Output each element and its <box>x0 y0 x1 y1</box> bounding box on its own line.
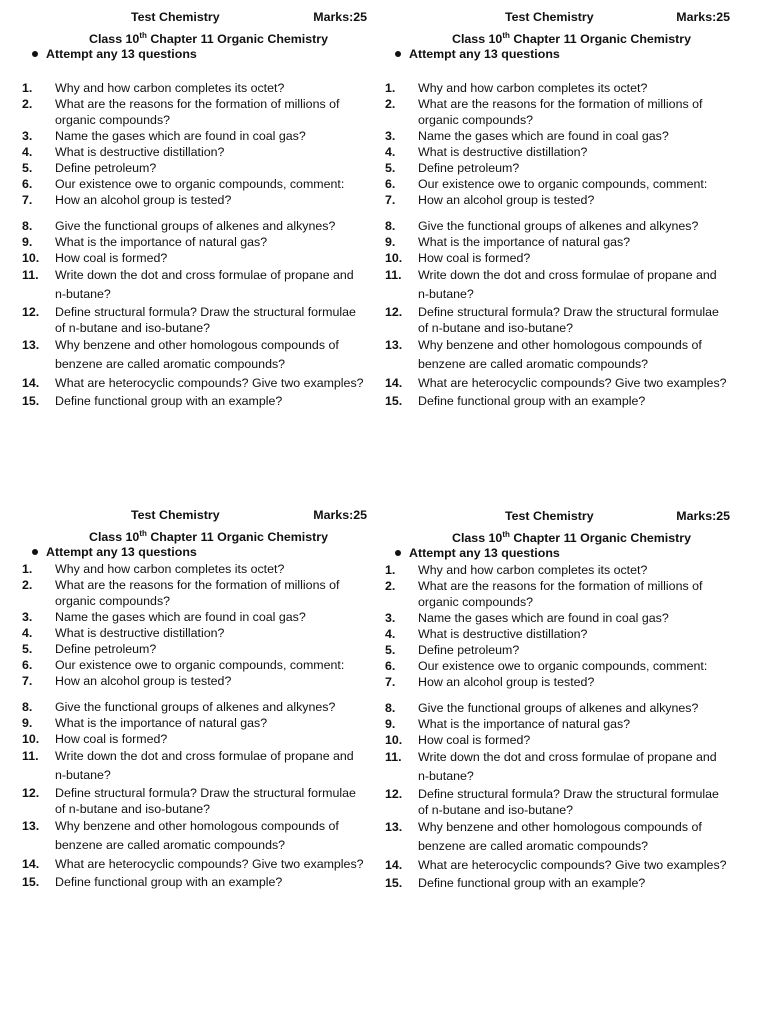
instruction-line <box>385 45 730 63</box>
question-item <box>385 875 730 891</box>
question-number: 15. <box>22 875 40 889</box>
instruction-text: Attempt any 13 questions <box>409 546 560 560</box>
question-number: 4. <box>22 626 33 640</box>
question-number: 10. <box>22 732 40 746</box>
question-item <box>385 610 730 626</box>
question-text: Name the gases which are found in coal gas? <box>55 129 306 143</box>
marks-label: Marks:25 <box>676 509 730 523</box>
class-superscript: th <box>502 530 510 539</box>
question-text: Name the gases which are found in coal gas? <box>418 611 669 625</box>
question-item <box>385 160 730 176</box>
question-text: Our existence owe to organic compounds, comment: <box>55 658 345 672</box>
question-number: 12. <box>385 305 403 319</box>
question-number: 9. <box>385 717 396 731</box>
question-number: 9. <box>22 235 33 249</box>
question-number: 10. <box>22 251 40 265</box>
question-item <box>385 562 730 578</box>
question-number: 6. <box>22 177 33 191</box>
question-item <box>22 609 367 625</box>
question-number: 15. <box>22 394 40 408</box>
question-text: What is the importance of natural gas? <box>55 235 268 249</box>
question-list <box>385 80 730 409</box>
question-item <box>385 658 730 674</box>
test-sheet-top-left <box>22 10 367 409</box>
question-text: What is the importance of natural gas? <box>55 716 268 730</box>
question-text: Our existence owe to organic compounds, comment: <box>418 659 708 673</box>
question-item <box>22 96 367 128</box>
class-chapter-heading <box>22 27 367 45</box>
question-text: Why and how carbon completes its octet? <box>55 81 285 95</box>
test-sheet-bottom-right <box>385 509 730 891</box>
question-text: Give the functional groups of alkenes and alkynes? <box>55 700 336 714</box>
question-number: 8. <box>22 219 33 233</box>
question-text: Why and how carbon completes its octet? <box>55 562 285 576</box>
question-text: Define structural formula? Draw the structural formulae of n-butane and iso-butane? <box>55 305 356 335</box>
question-text: Give the functional groups of alkenes and alkynes? <box>55 219 336 233</box>
question-item <box>22 80 367 96</box>
question-text: Define petroleum? <box>418 161 520 175</box>
question-number: 12. <box>22 786 40 800</box>
question-item <box>385 144 730 160</box>
question-number: 8. <box>22 700 33 714</box>
question-item <box>385 856 730 875</box>
question-item <box>385 96 730 128</box>
question-number: 7. <box>385 675 396 689</box>
question-item <box>385 304 730 336</box>
question-number: 11. <box>385 268 402 282</box>
question-number: 6. <box>22 658 33 672</box>
question-number: 10. <box>385 251 403 265</box>
chapter-title: Chapter 11 Organic Chemistry <box>146 32 328 47</box>
question-text: Why benzene and other homologous compounds of benzene are called aromatic compounds? <box>55 338 339 371</box>
question-text: Why benzene and other homologous compounds of benzene are called aromatic compounds? <box>55 819 339 852</box>
test-title: Test Chemistry <box>131 10 220 24</box>
question-number: 5. <box>22 642 33 656</box>
question-number: 14. <box>22 857 40 871</box>
question-item <box>385 578 730 610</box>
question-text: How an alcohol group is tested? <box>55 193 232 207</box>
question-number: 10. <box>385 733 403 747</box>
question-text: What are heterocyclic compounds? Give two examples? <box>418 376 727 390</box>
question-text: How coal is formed? <box>55 251 168 265</box>
question-text: Why benzene and other homologous compounds of benzene are called aromatic compounds? <box>418 820 702 853</box>
question-number: 4. <box>22 145 33 159</box>
question-item <box>22 144 367 160</box>
question-text: Give the functional groups of alkenes and alkynes? <box>418 701 699 715</box>
question-number: 3. <box>22 610 33 624</box>
instruction-text: Attempt any 13 questions <box>409 47 560 61</box>
question-text: Why and how carbon completes its octet? <box>418 81 648 95</box>
chapter-title: Chapter 11 Organic Chemistry <box>146 530 328 545</box>
question-list <box>22 561 367 890</box>
question-item <box>385 786 730 818</box>
question-text: How coal is formed? <box>55 732 168 746</box>
question-item <box>22 577 367 609</box>
question-item <box>385 642 730 658</box>
bullet-icon <box>32 549 38 555</box>
question-item <box>22 160 367 176</box>
question-number: 3. <box>385 611 396 625</box>
instruction-line <box>22 543 367 561</box>
class-prefix: Class 10 <box>452 32 503 47</box>
question-text: Why and how carbon completes its octet? <box>418 563 648 577</box>
question-text: Our existence owe to organic compounds, comment: <box>418 177 708 191</box>
question-item <box>22 218 367 234</box>
question-text: Define petroleum? <box>55 161 157 175</box>
question-text: What are the reasons for the formation of millions of organic compounds? <box>418 97 703 127</box>
class-superscript: th <box>139 529 147 538</box>
question-item <box>385 234 730 250</box>
question-text: Name the gases which are found in coal gas? <box>418 129 669 143</box>
instruction-line <box>385 544 730 562</box>
class-prefix: Class 10 <box>89 530 140 545</box>
question-number: 7. <box>22 193 33 207</box>
question-number: 4. <box>385 145 396 159</box>
question-text: Why benzene and other homologous compounds of benzene are called aromatic compounds? <box>418 338 702 371</box>
question-item <box>22 874 367 890</box>
question-number: 2. <box>22 578 33 592</box>
question-number: 13. <box>385 338 403 352</box>
question-item <box>22 657 367 673</box>
question-number: 11. <box>22 749 39 763</box>
marks-label: Marks:25 <box>313 508 367 522</box>
question-number: 13. <box>22 819 40 833</box>
question-text: How coal is formed? <box>418 733 531 747</box>
question-item <box>22 561 367 577</box>
question-number: 2. <box>385 579 396 593</box>
sheet-header <box>385 509 730 526</box>
question-item <box>22 192 367 208</box>
instruction-text: Attempt any 13 questions <box>46 47 197 61</box>
question-list <box>385 562 730 891</box>
question-text: Define structural formula? Draw the structural formulae of n-butane and iso-butane? <box>418 305 719 335</box>
question-number: 9. <box>22 716 33 730</box>
question-text: Define functional group with an example? <box>55 875 283 889</box>
question-text: Write down the dot and cross formulae of propane and n-butane? <box>55 749 354 782</box>
question-number: 7. <box>22 674 33 688</box>
question-item <box>22 393 367 409</box>
question-list <box>22 80 367 409</box>
question-text: Define functional group with an example? <box>55 394 283 408</box>
question-number: 15. <box>385 876 403 890</box>
question-item <box>22 336 367 374</box>
question-number: 11. <box>22 268 39 282</box>
question-text: Write down the dot and cross formulae of propane and n-butane? <box>418 268 717 301</box>
question-text: Define petroleum? <box>418 643 520 657</box>
question-item <box>385 732 730 748</box>
test-title: Test Chemistry <box>131 508 220 522</box>
question-item <box>385 818 730 856</box>
question-number: 7. <box>385 193 396 207</box>
question-item <box>385 128 730 144</box>
question-item <box>22 673 367 689</box>
question-text: What are the reasons for the formation of millions of organic compounds? <box>418 579 703 609</box>
question-number: 6. <box>385 659 396 673</box>
bullet-icon <box>395 51 401 57</box>
class-superscript: th <box>139 31 147 40</box>
question-item <box>22 731 367 747</box>
question-text: Define structural formula? Draw the structural formulae of n-butane and iso-butane? <box>418 787 719 817</box>
question-item <box>385 266 730 304</box>
question-item <box>22 699 367 715</box>
question-item <box>22 817 367 855</box>
sheet-header <box>385 10 730 27</box>
question-text: Name the gases which are found in coal gas? <box>55 610 306 624</box>
question-number: 15. <box>385 394 403 408</box>
question-number: 3. <box>385 129 396 143</box>
question-item <box>385 716 730 732</box>
question-number: 1. <box>385 81 396 95</box>
question-item <box>385 748 730 786</box>
question-item <box>385 374 730 393</box>
question-number: 13. <box>22 338 40 352</box>
question-text: Our existence owe to organic compounds, comment: <box>55 177 345 191</box>
question-text: How coal is formed? <box>418 251 531 265</box>
question-item <box>22 266 367 304</box>
question-item <box>22 855 367 874</box>
question-item <box>22 625 367 641</box>
question-item <box>22 641 367 657</box>
question-text: Write down the dot and cross formulae of propane and n-butane? <box>55 268 354 301</box>
question-number: 2. <box>22 97 33 111</box>
question-number: 3. <box>22 129 33 143</box>
question-item <box>22 128 367 144</box>
question-item <box>22 747 367 785</box>
question-item <box>22 234 367 250</box>
marks-label: Marks:25 <box>313 10 367 24</box>
question-text: What are heterocyclic compounds? Give two examples? <box>418 858 727 872</box>
sheet-header <box>22 508 367 525</box>
question-item <box>385 192 730 208</box>
question-number: 1. <box>385 563 396 577</box>
question-text: Define petroleum? <box>55 642 157 656</box>
class-prefix: Class 10 <box>89 32 140 47</box>
marks-label: Marks:25 <box>676 10 730 24</box>
class-prefix: Class 10 <box>452 531 503 546</box>
question-number: 14. <box>385 858 403 872</box>
question-number: 14. <box>385 376 403 390</box>
bullet-icon <box>395 550 401 556</box>
question-number: 8. <box>385 701 396 715</box>
question-item <box>385 700 730 716</box>
question-item <box>22 250 367 266</box>
test-sheet-top-right <box>385 10 730 409</box>
question-text: How an alcohol group is tested? <box>418 675 595 689</box>
chapter-title: Chapter 11 Organic Chemistry <box>509 32 691 47</box>
question-text: What is the importance of natural gas? <box>418 235 631 249</box>
question-text: Give the functional groups of alkenes and alkynes? <box>418 219 699 233</box>
question-number: 8. <box>385 219 396 233</box>
question-item <box>22 304 367 336</box>
question-item <box>22 715 367 731</box>
instruction-line <box>22 45 367 63</box>
question-number: 2. <box>385 97 396 111</box>
question-number: 6. <box>385 177 396 191</box>
bullet-icon <box>32 51 38 57</box>
question-item <box>22 176 367 192</box>
sheet-header <box>22 10 367 27</box>
question-number: 5. <box>385 161 396 175</box>
instruction-text: Attempt any 13 questions <box>46 545 197 559</box>
question-item <box>22 374 367 393</box>
question-text: How an alcohol group is tested? <box>418 193 595 207</box>
class-superscript: th <box>502 31 510 40</box>
question-number: 12. <box>385 787 403 801</box>
question-item <box>385 674 730 690</box>
question-text: What are the reasons for the formation of millions of organic compounds? <box>55 578 340 608</box>
question-item <box>22 785 367 817</box>
question-item <box>385 218 730 234</box>
question-number: 1. <box>22 562 33 576</box>
class-chapter-heading <box>385 526 730 544</box>
question-number: 9. <box>385 235 396 249</box>
question-text: What are heterocyclic compounds? Give two examples? <box>55 376 364 390</box>
question-number: 12. <box>22 305 40 319</box>
question-item <box>385 393 730 409</box>
test-title: Test Chemistry <box>505 10 594 24</box>
question-text: Define functional group with an example? <box>418 394 646 408</box>
class-chapter-heading <box>385 27 730 45</box>
question-text: What are the reasons for the formation of millions of organic compounds? <box>55 97 340 127</box>
question-text: How an alcohol group is tested? <box>55 674 232 688</box>
question-number: 11. <box>385 750 402 764</box>
question-number: 5. <box>22 161 33 175</box>
question-text: What is destructive distillation? <box>55 626 225 640</box>
chapter-title: Chapter 11 Organic Chemistry <box>509 531 691 546</box>
question-number: 13. <box>385 820 403 834</box>
question-text: What is destructive distillation? <box>418 145 588 159</box>
test-title: Test Chemistry <box>505 509 594 523</box>
question-item <box>385 250 730 266</box>
question-text: Define functional group with an example? <box>418 876 646 890</box>
question-number: 5. <box>385 643 396 657</box>
question-item <box>385 176 730 192</box>
question-text: Define structural formula? Draw the structural formulae of n-butane and iso-butane? <box>55 786 356 816</box>
question-number: 14. <box>22 376 40 390</box>
class-chapter-heading <box>22 525 367 543</box>
test-sheet-bottom-left <box>22 508 367 890</box>
question-item <box>385 336 730 374</box>
question-number: 1. <box>22 81 33 95</box>
question-item <box>385 80 730 96</box>
question-text: What are heterocyclic compounds? Give two examples? <box>55 857 364 871</box>
question-item <box>385 626 730 642</box>
question-text: Write down the dot and cross formulae of propane and n-butane? <box>418 750 717 783</box>
question-text: What is destructive distillation? <box>418 627 588 641</box>
question-text: What is destructive distillation? <box>55 145 225 159</box>
question-number: 4. <box>385 627 396 641</box>
question-text: What is the importance of natural gas? <box>418 717 631 731</box>
